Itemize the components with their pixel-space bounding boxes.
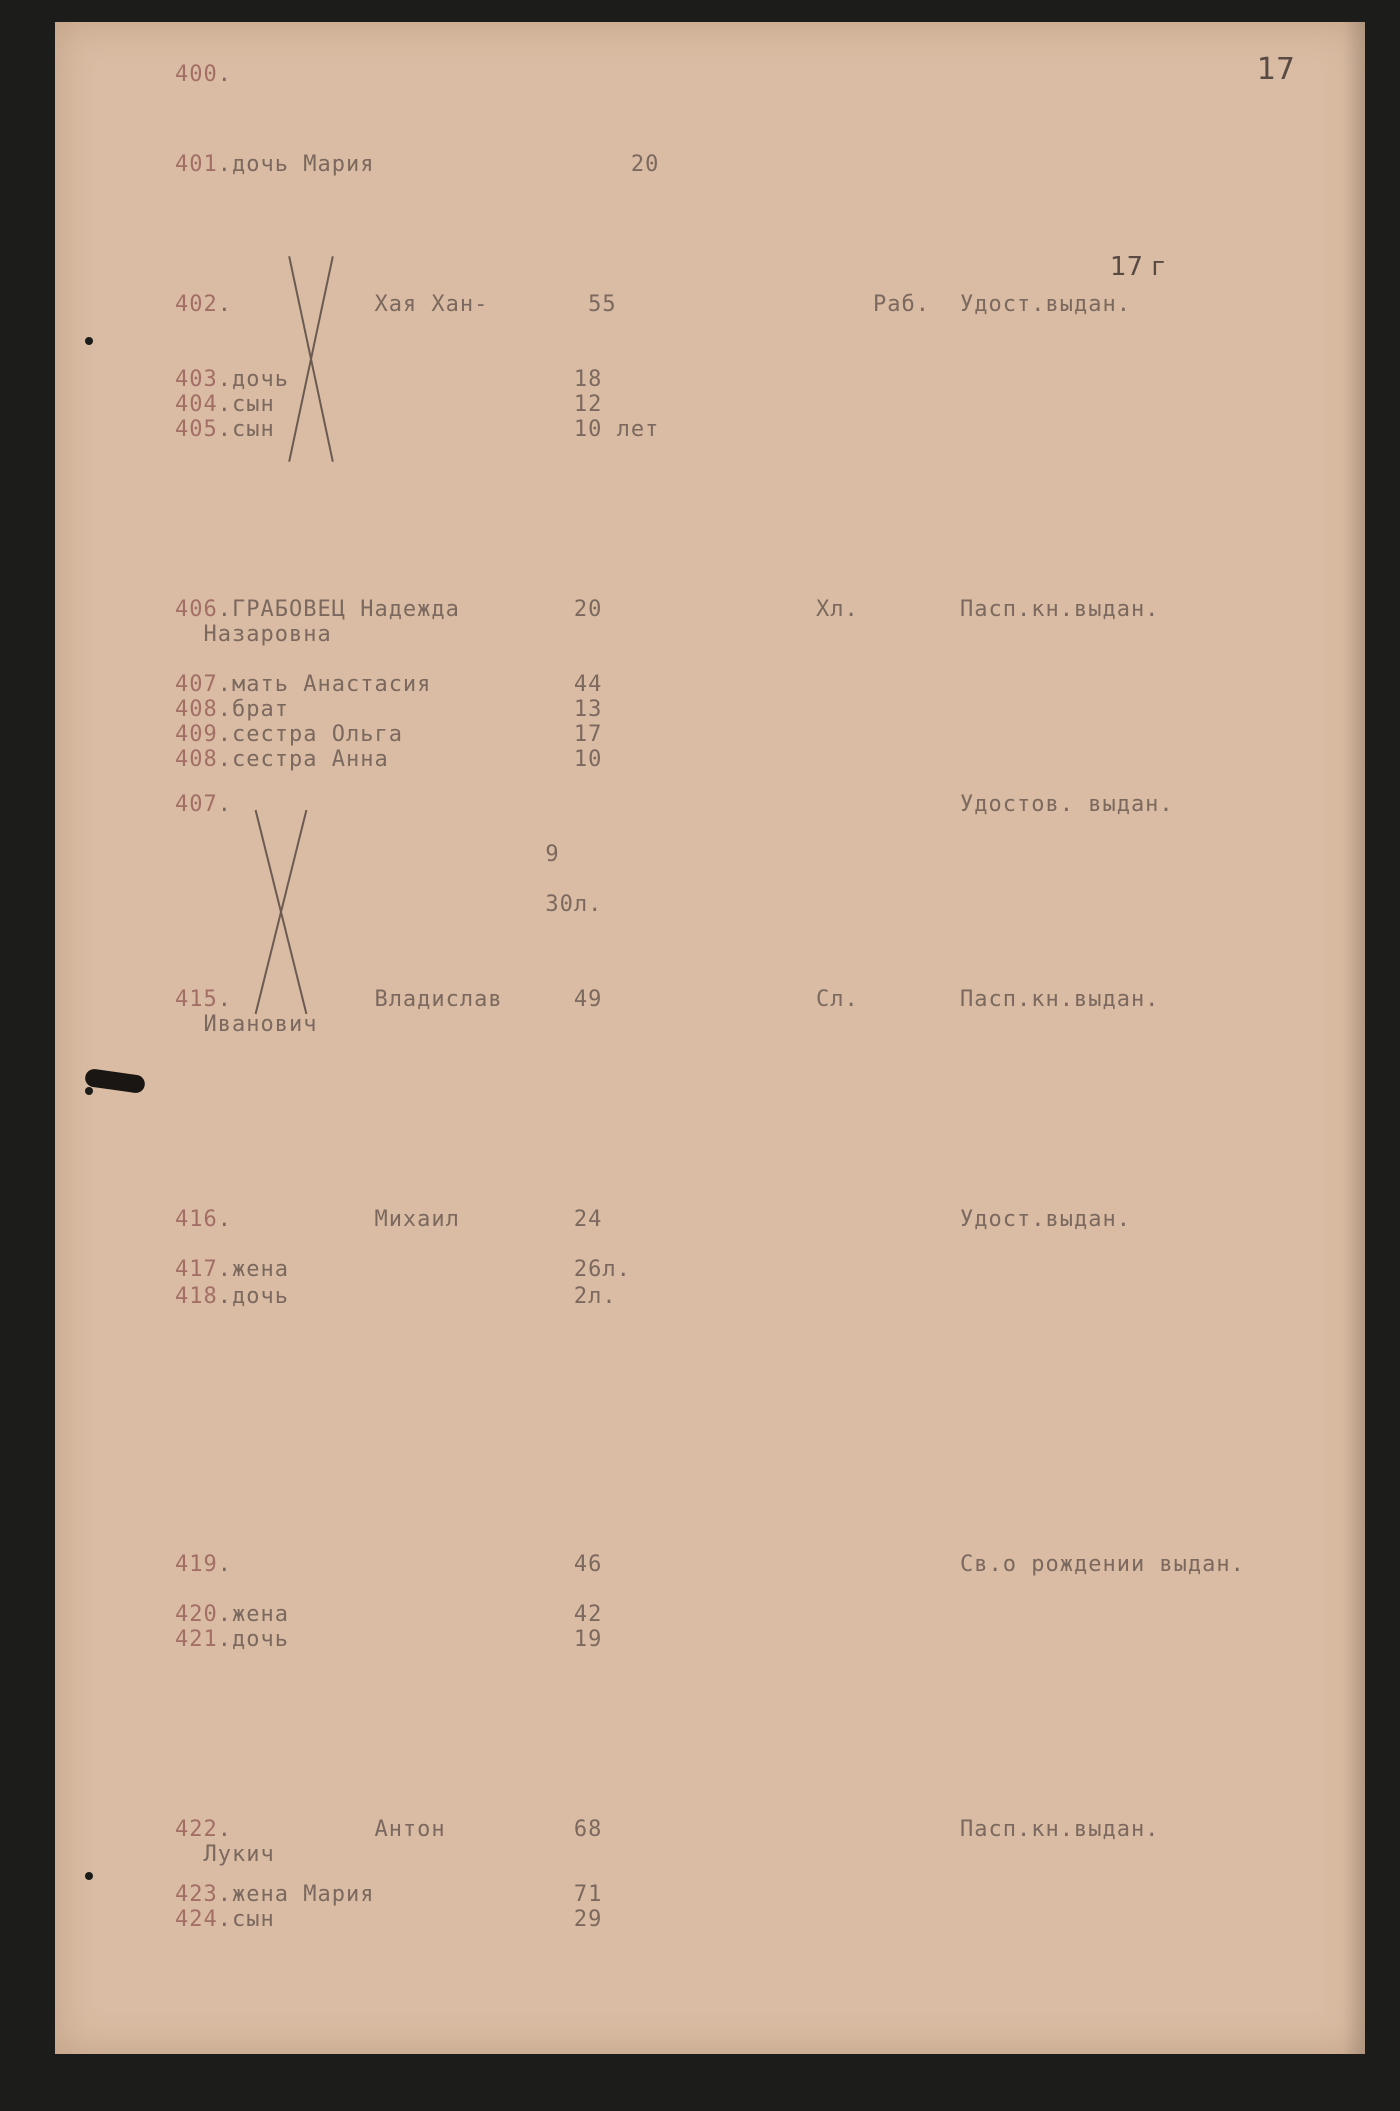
entry-number: 415 bbox=[175, 987, 218, 1012]
entry-text: .мать Анастасия 44 bbox=[217, 672, 603, 697]
entry-text: Назаровна bbox=[175, 622, 332, 647]
entry-text: .жена 42 bbox=[217, 1602, 603, 1627]
entry-line bbox=[175, 1842, 275, 1867]
entry-text: . 46 bbox=[217, 1552, 603, 1577]
entry-text: 9 bbox=[175, 842, 560, 867]
entry-line bbox=[175, 1284, 617, 1309]
archive-page bbox=[55, 22, 1365, 2054]
entry-number: 421 bbox=[175, 1627, 218, 1652]
entry-text: .жена Мария 71 bbox=[217, 1882, 603, 1907]
entry-number: 418 bbox=[175, 1284, 218, 1309]
entry-text: Лукич bbox=[175, 1842, 275, 1867]
entry-number: 400 bbox=[175, 62, 218, 87]
entry-line bbox=[175, 62, 930, 87]
entry-line bbox=[175, 1817, 602, 1842]
entry-line bbox=[175, 842, 560, 867]
entry-text: . Антон 68 bbox=[217, 1817, 603, 1842]
entry-number: 409 bbox=[175, 722, 218, 747]
entry-text: Иванович bbox=[175, 1012, 318, 1037]
entry-text: .сестра Ольга 17 bbox=[217, 722, 603, 747]
punch-hole bbox=[85, 1872, 93, 1880]
entry-remark: Удост.выдан. bbox=[960, 292, 1131, 317]
entry-line bbox=[175, 597, 859, 622]
entry-text: . bbox=[217, 62, 931, 87]
entry-number: 408 bbox=[175, 747, 218, 772]
punch-hole bbox=[85, 1087, 93, 1095]
entry-text: .сын 10 лет bbox=[217, 417, 660, 442]
entry-remark: Удостов. выдан. bbox=[960, 792, 1174, 817]
entry-number: 422 bbox=[175, 1817, 218, 1842]
entry-text: 30л. bbox=[175, 892, 603, 917]
entry-text: .дочь 18 bbox=[217, 367, 603, 392]
entry-number: 407 bbox=[175, 792, 218, 817]
entry-text: .дочь 2л. bbox=[217, 1284, 617, 1309]
entry-number: 405 bbox=[175, 417, 218, 442]
entry-line bbox=[175, 622, 332, 647]
entry-remark: Пасп.кн.выдан. bbox=[960, 987, 1160, 1012]
entry-line bbox=[175, 672, 602, 697]
entry-number: 423 bbox=[175, 1882, 218, 1907]
entry-number: 404 bbox=[175, 392, 218, 417]
entry-line bbox=[175, 417, 659, 442]
entry-text: . Хая Хан- 55 Раб. bbox=[217, 292, 931, 317]
entry-line bbox=[175, 1257, 631, 1282]
paper-edge-shadow bbox=[1343, 22, 1365, 2054]
entry-line bbox=[175, 1552, 602, 1577]
punch-hole bbox=[85, 337, 93, 345]
entry-line bbox=[175, 1907, 602, 1932]
entry-line bbox=[175, 1627, 602, 1652]
entry-number: 419 bbox=[175, 1552, 218, 1577]
entry-text: . Владислав 49 Сл. bbox=[217, 987, 859, 1012]
entry-number: 402 bbox=[175, 292, 218, 317]
entry-number: 416 bbox=[175, 1207, 218, 1232]
entry-line bbox=[175, 1882, 602, 1907]
entry-text: .сын 12 bbox=[217, 392, 603, 417]
entry-number: 420 bbox=[175, 1602, 218, 1627]
entry-line bbox=[175, 1207, 602, 1232]
entry-text: .ГРАБОВЕЦ Надежда 20 Хл. bbox=[217, 597, 859, 622]
entry-line bbox=[175, 722, 602, 747]
entry-text: .сестра Анна 10 bbox=[217, 747, 603, 772]
entry-number: 424 bbox=[175, 1907, 218, 1932]
entry-number: 401 bbox=[175, 152, 218, 177]
entry-number: 406 bbox=[175, 597, 218, 622]
entry-remark: Удост.выдан. bbox=[960, 1207, 1131, 1232]
entry-line bbox=[175, 697, 602, 722]
entry-remark: Св.о рождении выдан. bbox=[960, 1552, 1245, 1577]
page-number: 17 bbox=[1256, 52, 1295, 87]
check-marks: 17 г bbox=[1109, 252, 1165, 282]
entry-text: . Михаил 24 bbox=[217, 1207, 603, 1232]
entry-text: .брат 13 bbox=[217, 697, 603, 722]
entry-number: 417 bbox=[175, 1257, 218, 1282]
entry-text: .дочь 19 bbox=[217, 1627, 603, 1652]
entry-line bbox=[175, 792, 232, 817]
entry-line bbox=[175, 292, 930, 317]
entry-text: .дочь Мария 20 bbox=[217, 152, 660, 177]
entry-text: . bbox=[217, 792, 232, 817]
entry-number: 403 bbox=[175, 367, 218, 392]
entry-line bbox=[175, 987, 859, 1012]
entry-line bbox=[175, 392, 602, 417]
entry-number: 407 bbox=[175, 672, 218, 697]
entry-remark: Пасп.кн.выдан. bbox=[960, 1817, 1160, 1842]
entry-line bbox=[175, 1012, 317, 1037]
entry-remark: Пасп.кн.выдан. bbox=[960, 597, 1160, 622]
entry-text: .жена 26л. bbox=[217, 1257, 631, 1282]
entry-line bbox=[175, 747, 602, 772]
entry-line bbox=[175, 152, 659, 177]
entry-line bbox=[175, 892, 602, 917]
entry-number: 408 bbox=[175, 697, 218, 722]
entry-text: .сын 29 bbox=[217, 1907, 603, 1932]
entry-line bbox=[175, 367, 602, 392]
ink-blot bbox=[84, 1068, 146, 1094]
entry-line bbox=[175, 1602, 602, 1627]
